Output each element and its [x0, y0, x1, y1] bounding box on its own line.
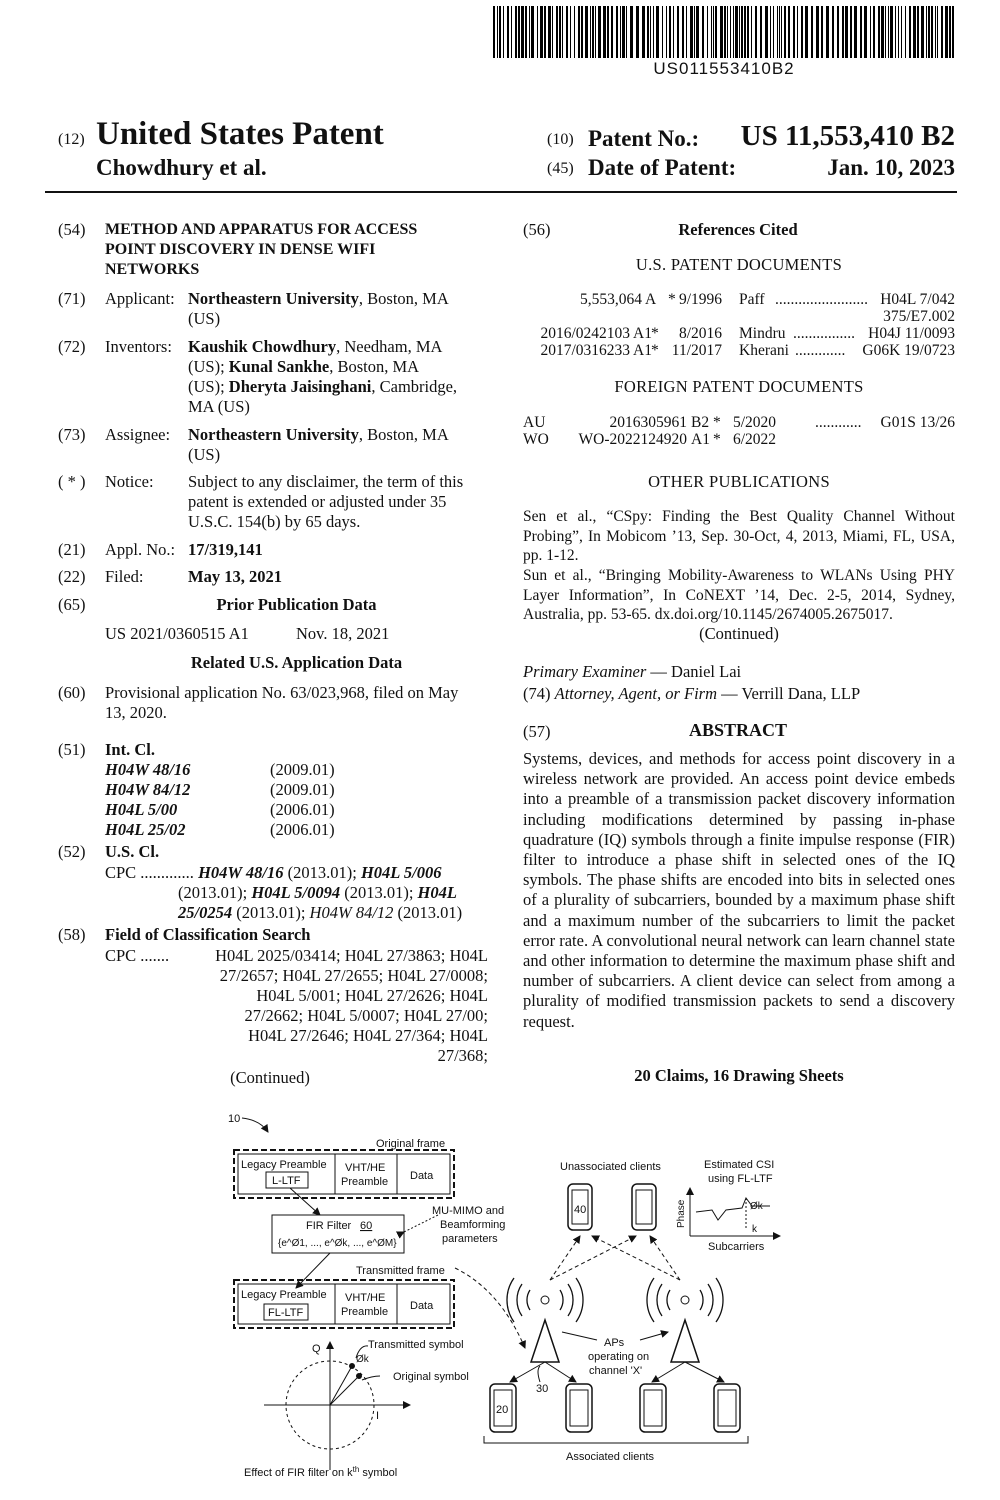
int-cl-label: Int. Cl. [105, 740, 155, 759]
doc-kind: A1 [633, 342, 652, 359]
doc-dots: ............ [815, 414, 862, 431]
doc-star: * [713, 414, 721, 431]
doc-name: Kherani [739, 342, 789, 359]
ref-arrow [242, 1118, 268, 1132]
code-72: (72) [58, 337, 86, 356]
cpc-code: H04W 48/16 [198, 863, 284, 882]
doc-class: H04L 7/042 [880, 291, 955, 308]
assignee-label: Assignee: [105, 425, 171, 444]
field-line: 27/2662; H04L 5/0007; H04L 27/00; [244, 1006, 488, 1025]
code-54: (54) [58, 220, 86, 239]
doc-date: 5/2020 [733, 414, 777, 431]
doc-number: 5,553,064 [580, 291, 642, 308]
inventor-name: Kunal Sankhe [228, 357, 330, 376]
int-cl-code: H04W 84/12 [105, 780, 191, 799]
code-58: (58) [58, 925, 86, 944]
client-screen [644, 1390, 662, 1426]
abstract-text: Systems, devices, and methods for access point discovery in a wireless network are provided. An access point device embeds into a preamble of a transmission packet discovery information including modifications determined by passing in-phase quadrature (IQ) symbols through a finite impulse response (FIR) filter to introduce a phase shift in selected ones of the IQ symbols. The phase shifts are encoded into bits in selected ones of a plurality of subcarriers, bounded by a maximum phase shift and a maximum number of the subcarriers to limit the packet error rate. A convolutional neural network can learn channel state and other information to determine the maximum phase shift and number of subcarriers. A client device can select from among a plurality of modified transmission packets to send a discovery request. [523, 749, 955, 1031]
aps-label: APs [604, 1337, 625, 1349]
notice-line: U.S.C. 154(b) by 65 days. [188, 512, 361, 531]
title-line: POINT DISCOVERY IN DENSE WIFI [105, 241, 376, 258]
doc-number: 2016305961 [609, 414, 687, 431]
filed-label: Filed: [105, 567, 144, 586]
fir-effect-caption [244, 1465, 397, 1479]
i-axis-label: I [376, 1410, 380, 1422]
q-axis-label: Q [312, 1343, 321, 1355]
int-cl-year: (2009.01) [270, 780, 335, 799]
vht-he-box [335, 1284, 397, 1324]
figure-ref-10: 10 [228, 1113, 241, 1125]
doc-number: WO-2022124920 [578, 431, 687, 448]
cpc-year: (2013.01); [178, 883, 252, 902]
fir-to-frame-arrow [296, 1253, 330, 1288]
foreign-docs-heading: FOREIGN PATENT DOCUMENTS [614, 377, 864, 396]
code-12: (12) [58, 131, 85, 148]
ap-right [671, 1320, 699, 1362]
original-vector [330, 1376, 359, 1405]
doc-dots: ........................ [775, 291, 868, 308]
patent-no-label: Patent No.: [588, 126, 700, 151]
code-60: (60) [58, 683, 86, 702]
mu-mimo-label: MU-MIMO and [432, 1205, 505, 1217]
title-line: NETWORKS [105, 261, 200, 278]
original-symbol-label: Original symbol [393, 1371, 469, 1383]
cpc-year: (2013.01); [283, 863, 361, 882]
inventor-country: (US); [188, 357, 229, 376]
phase-axis-label: Phase [676, 1199, 687, 1228]
assignee-name: Northeastern University [188, 425, 359, 444]
inventor-location: , Needham, MA [336, 337, 443, 356]
ap-left-waves [507, 1278, 583, 1322]
phi-k-label: Øk [356, 1354, 369, 1365]
inventor-country: (US); [188, 377, 229, 396]
applicant-label: Applicant: [105, 289, 175, 308]
doc-name: Mindru [739, 325, 786, 342]
original-frame-label: Original frame [376, 1138, 446, 1150]
references-heading: References Cited [678, 220, 798, 239]
data-label: Data [410, 1170, 434, 1182]
field-line: H04L 2025/03414; H04L 27/3863; H04L [215, 946, 488, 965]
code-71: (71) [58, 289, 86, 308]
doc-class: G06K 19/0723 [862, 342, 955, 359]
code-74: (74) [523, 684, 551, 703]
transmitted-frame-label: Transmitted frame [356, 1265, 445, 1277]
continued-note: (Continued) [699, 624, 779, 643]
doc-date: 6/2022 [733, 431, 777, 448]
doc-star: * [651, 325, 659, 342]
unassociated-clients-label: Unassociated clients [560, 1161, 661, 1173]
fl-ltf-label: FL-LTF [268, 1307, 304, 1319]
title-line: METHOD AND APPARATUS FOR ACCESS [105, 221, 418, 238]
doc-date: 11/2017 [671, 342, 722, 359]
int-cl-code: H04L 25/02 [105, 820, 186, 839]
aps-label: channel 'X' [589, 1365, 643, 1377]
vht-he-label: VHT/HE [345, 1292, 386, 1304]
date-label: Date of Patent: [588, 155, 737, 180]
doc-kind: B2 [691, 414, 710, 431]
ap-left-antenna [541, 1296, 549, 1304]
ap-right-antenna [681, 1296, 689, 1304]
doc-class: H04J 11/0093 [868, 325, 955, 342]
doc-class: 375/E7.002 [883, 308, 955, 325]
doc-dots: ............. [795, 342, 846, 359]
cpc-year: (2013.01); [340, 883, 418, 902]
appl-no: 17/319,141 [188, 540, 263, 559]
client-20-label: 20 [496, 1404, 509, 1416]
int-cl-code: H04W 48/16 [105, 760, 191, 779]
doc-country: WO [523, 431, 549, 448]
appl-no-label: Appl. No.: [105, 540, 176, 559]
cpc-year: (2013.01) [393, 903, 463, 922]
field-line: 27/368; [437, 1046, 488, 1065]
associated-brace [484, 1436, 748, 1443]
int-cl-year: (2009.01) [270, 760, 335, 779]
other-publication: Sun et al., “Bringing Mobility-Awareness to WLANs Using PHY Layer Information”, In CoNEXT ’14, Dec. 2-5, 2014, Sydney, Australia, pp. 53-65. dx.doi.org/10.1145/2674005.2675017. [523, 567, 955, 623]
caption-sup: th [352, 1465, 360, 1474]
field-cpc-prefix: CPC ....... [105, 946, 170, 965]
estimated-csi-label: Estimated CSI [704, 1159, 775, 1171]
doc-date: 9/1996 [678, 291, 722, 308]
doc-kind: A [645, 291, 657, 308]
code-45: (45) [547, 160, 574, 177]
cpc-code: H04W 84/12 [309, 903, 394, 922]
ap-left [531, 1320, 559, 1362]
ap-right-waves [647, 1278, 723, 1322]
provisional-line: Provisional application No. 63/023,968, filed on May [105, 683, 459, 702]
field-line: H04L 5/001; H04L 27/2626; H04L [256, 986, 488, 1005]
inventor-location: , Boston, MA [329, 357, 420, 376]
doc-number: 2016/0242103 [540, 325, 630, 342]
related-app-heading: Related U.S. Application Data [190, 653, 403, 672]
l-ltf-to-fir-arrow [290, 1188, 320, 1215]
doc-date: 8/2016 [678, 325, 722, 342]
assignee-location: , Boston, MA [358, 425, 449, 444]
doc-class: G01S 13/26 [880, 414, 955, 431]
code-73: (73) [58, 425, 86, 444]
preamble-label: Preamble [341, 1176, 389, 1188]
fir-filter-equation: {e^Ø1, ..., e^Øk, ..., e^ØM} [278, 1238, 397, 1249]
doc-star: * [713, 431, 721, 448]
prior-publication-date: Nov. 18, 2021 [296, 624, 390, 643]
cpc-code: H04L [417, 883, 457, 902]
other-publication: Sen et al., “CSpy: Finding the Best Quality Channel Without Probing”, In Mobicom ’13, Sep. 30-Oct, 4, 2013, Miami, FL, USA, pp. 1-12. [523, 508, 955, 564]
code-22: (22) [58, 567, 86, 586]
applicant-location: , Boston, MA [358, 289, 449, 308]
cpc-year: (2013.01); [232, 903, 310, 922]
provisional-line: 13, 2020. [105, 703, 167, 722]
code-52: (52) [58, 842, 86, 861]
code-21: (21) [58, 540, 86, 559]
notice-line: patent is extended or adjusted under 35 [188, 492, 447, 511]
notice-label: Notice: [105, 472, 154, 491]
code-56: (56) [523, 220, 551, 239]
doc-number: 2017/0316233 [540, 342, 630, 359]
inventor-name: Dheryta Jaisinghani [228, 377, 372, 396]
doc-star: * [651, 342, 659, 359]
caption-text: symbol [359, 1467, 398, 1479]
patent-date: Jan. 10, 2023 [827, 155, 955, 180]
doc-dots: ................ [793, 325, 855, 342]
document-type: United States Patent [96, 116, 384, 152]
client-screen [570, 1390, 588, 1426]
ap-link-lines [455, 1236, 680, 1348]
transmitted-vector [330, 1366, 352, 1405]
client-screen [718, 1390, 736, 1426]
attorney-name: — Verrill Dana, LLP [717, 684, 861, 703]
transmitted-symbol-label: Transmitted symbol [368, 1339, 464, 1351]
code-notice: ( * ) [58, 472, 86, 491]
applicant-name: Northeastern University [188, 289, 359, 308]
subcarriers-axis-label: Subcarriers [708, 1241, 765, 1253]
claims-count: 20 Claims, 16 Drawing Sheets [634, 1066, 844, 1085]
cpc-code: 25/0254 [178, 903, 233, 922]
abstract-heading: ABSTRACT [688, 720, 788, 740]
legacy-preamble-label: Legacy Preamble [241, 1289, 327, 1301]
prior-publication-heading: Prior Publication Data [216, 595, 377, 614]
cpc-code: H04L 5/0094 [251, 883, 341, 902]
legacy-preamble-label: Legacy Preamble [241, 1159, 327, 1171]
field-search-label: Field of Classification Search [105, 925, 311, 944]
ap-30-leader [538, 1366, 540, 1382]
authors: Chowdhury et al. [96, 155, 267, 180]
doc-country: AU [523, 414, 546, 431]
cpc-code: H04L 5/006 [360, 863, 442, 882]
client-screen [636, 1190, 652, 1224]
vht-he-box [335, 1154, 397, 1194]
us-cl-label: U.S. Cl. [105, 842, 160, 861]
doc-name: Paff [739, 291, 765, 308]
examiner-label: Primary Examiner [523, 662, 647, 681]
field-line: 27/2657; H04L 27/2655; H04L 27/0008; [219, 966, 488, 985]
attorney-label: Attorney, Agent, or Firm [554, 684, 718, 703]
inventors-label: Inventors: [105, 337, 172, 356]
assignee-country: (US) [188, 445, 221, 464]
inventor-location: MA (US) [188, 397, 250, 416]
us-patent-docs-heading: U.S. PATENT DOCUMENTS [635, 255, 843, 274]
doc-kind: A1 [633, 325, 652, 342]
fir-filter-label: FIR Filter [306, 1220, 352, 1232]
code-65: (65) [58, 595, 86, 614]
notice-line: Subject to any disclaimer, the term of this [188, 472, 464, 491]
barcode-number: US011553410B2 [653, 59, 795, 78]
int-cl-code: H04L 5/00 [105, 800, 178, 819]
aps-label: operating on [588, 1351, 650, 1363]
l-ltf-label: L-LTF [272, 1175, 301, 1187]
caption-text: Effect of FIR filter on k [244, 1467, 353, 1479]
associated-clients-label: Associated clients [566, 1451, 655, 1463]
examiner-name: — Daniel Lai [646, 662, 742, 681]
int-cl-year: (2006.01) [270, 800, 335, 819]
cpc-prefix: CPC ............. [105, 863, 194, 882]
code-51: (51) [58, 740, 86, 759]
csi-phi-k: Øk [750, 1201, 763, 1212]
fir-filter-number: 60 [360, 1220, 373, 1232]
continued-note: (Continued) [230, 1068, 310, 1087]
int-cl-year: (2006.01) [270, 820, 335, 839]
estimated-csi-label: using FL-LTF [708, 1173, 773, 1185]
csi-k-label: k [752, 1224, 757, 1235]
code-57: (57) [523, 722, 551, 741]
beamforming-label: Beamforming [440, 1219, 506, 1231]
field-line: H04L 27/2646; H04L 27/364; H04L [248, 1026, 488, 1045]
filed-date: May 13, 2021 [188, 567, 282, 586]
prior-publication-no: US 2021/0360515 A1 [105, 624, 249, 643]
ap-30-label: 30 [536, 1383, 549, 1395]
vht-he-label: VHT/HE [345, 1162, 386, 1174]
other-publications-heading: OTHER PUBLICATIONS [648, 472, 830, 491]
inventor-location: , Cambridge, [371, 377, 458, 396]
inventor-name: Kaushik Chowdhury [188, 337, 337, 356]
doc-star: * [668, 291, 676, 308]
client-40-label: 40 [574, 1204, 587, 1216]
parameters-label: parameters [442, 1233, 498, 1245]
preamble-label: Preamble [341, 1306, 389, 1318]
patent-number: US 11,553,410 B2 [740, 120, 955, 152]
data-label: Data [410, 1300, 434, 1312]
applicant-country: (US) [188, 309, 221, 328]
doc-kind: A1 [691, 431, 710, 448]
code-10: (10) [547, 131, 574, 148]
